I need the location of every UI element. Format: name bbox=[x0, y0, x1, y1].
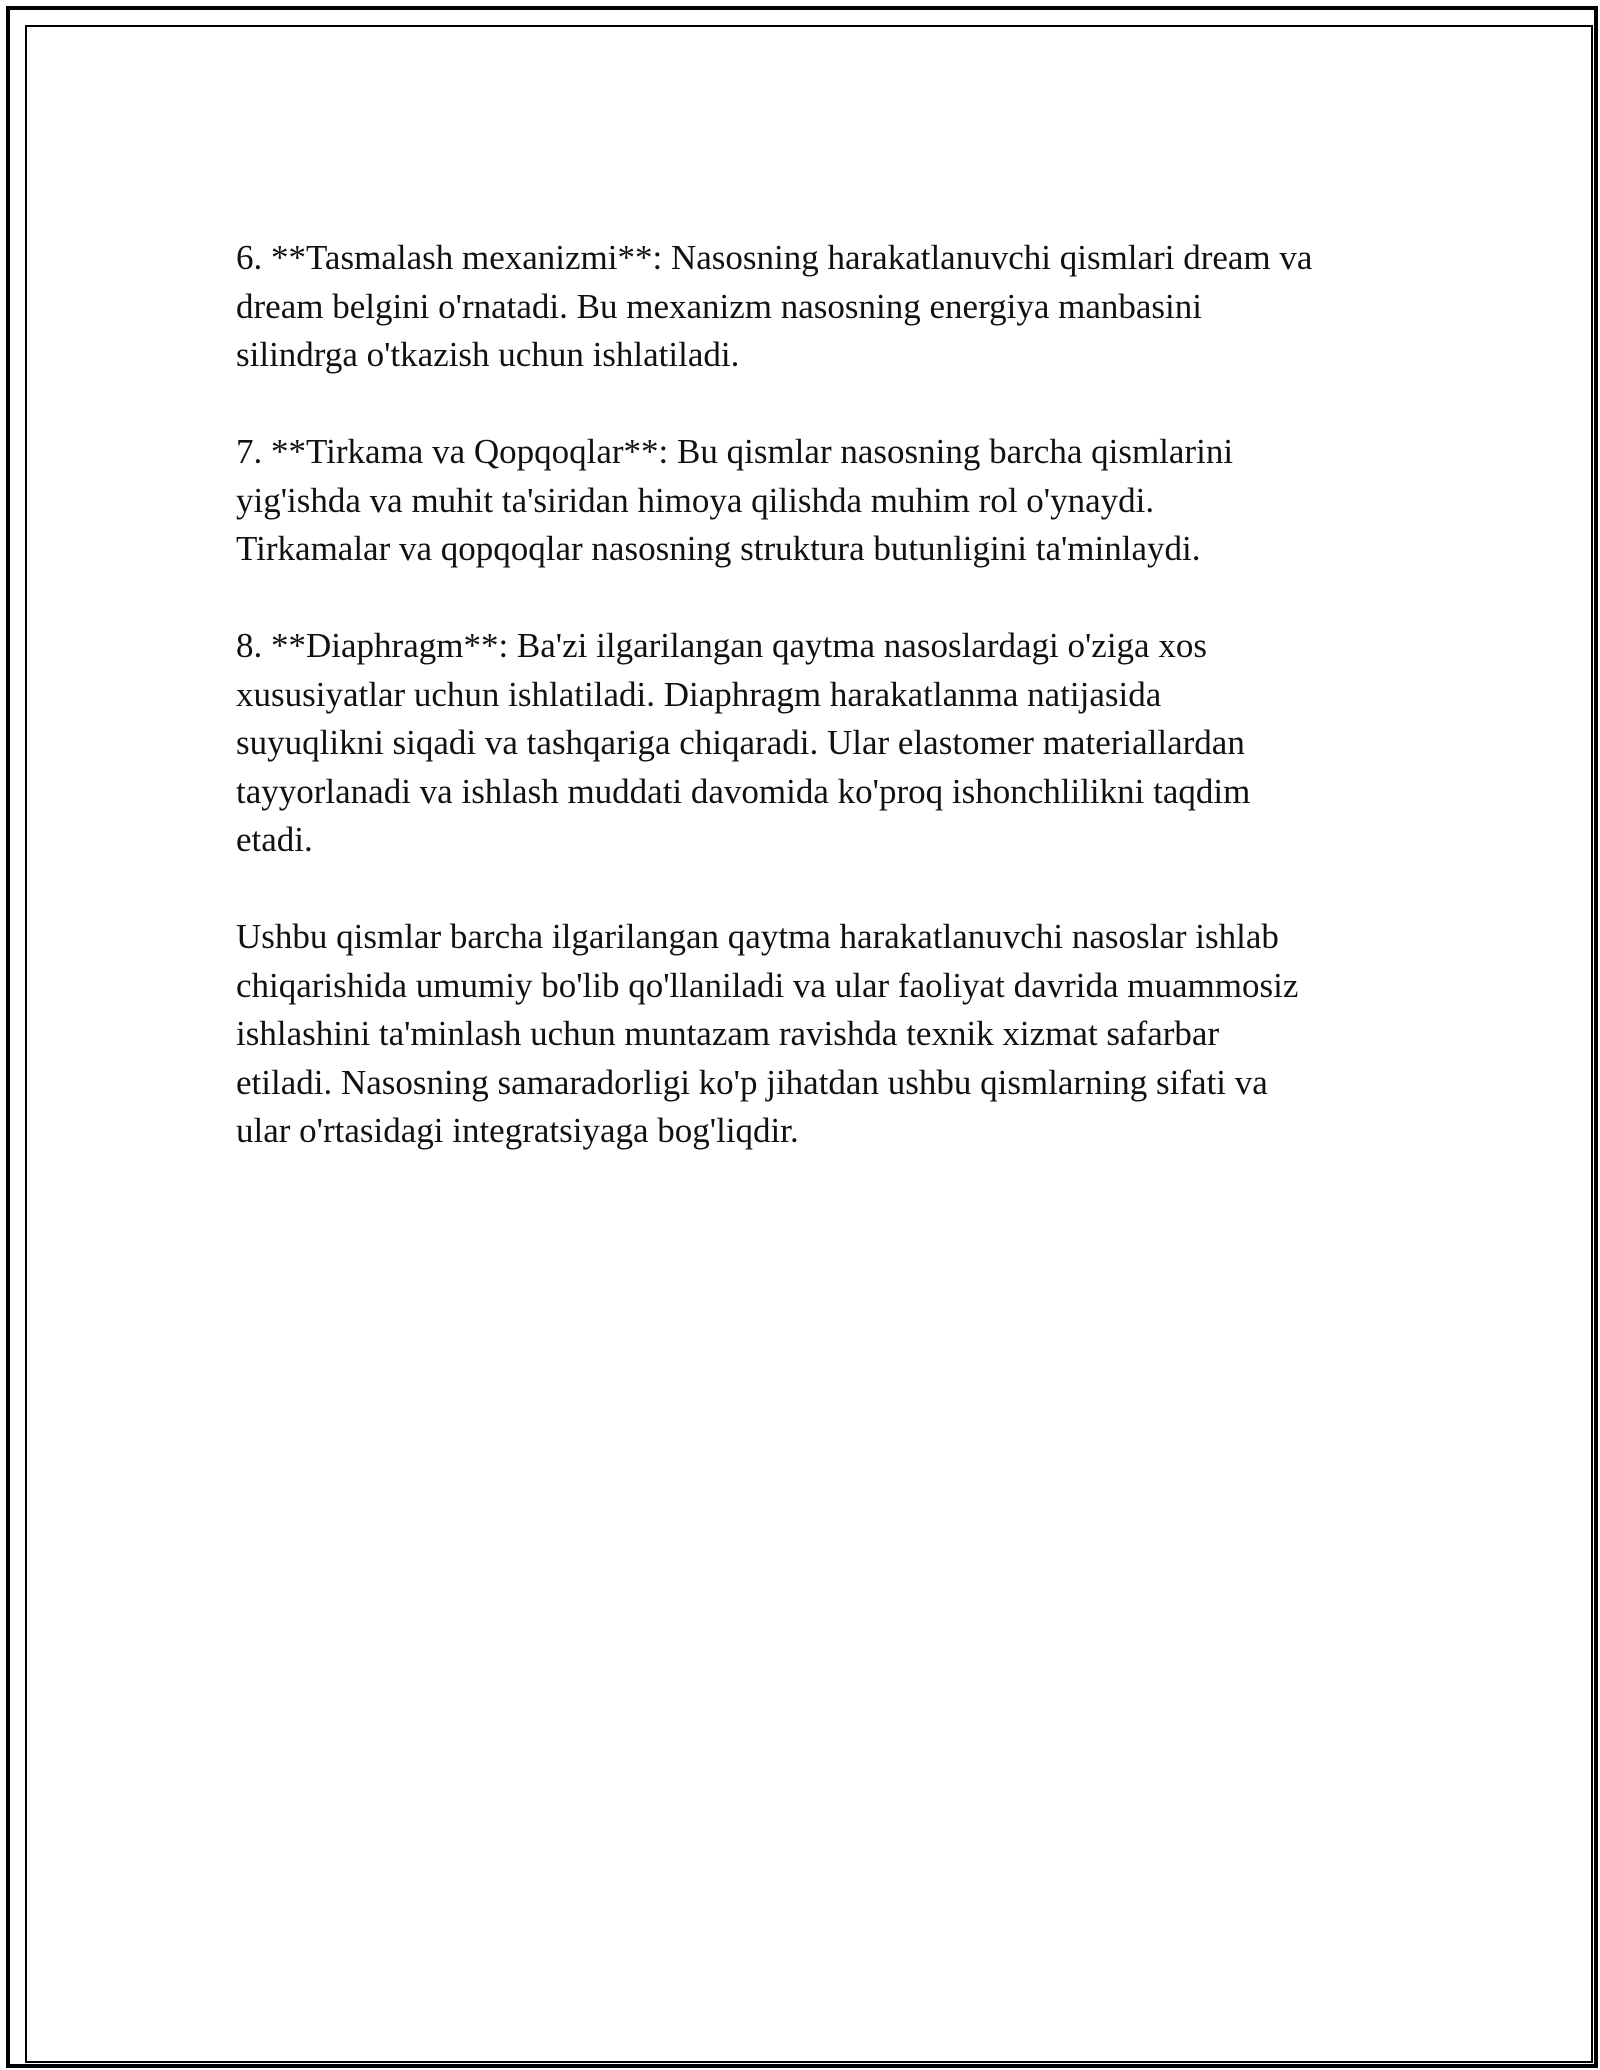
paragraph-diaphragm bbox=[236, 622, 1376, 865]
text-line: xususiyatlar uchun ishlatiladi. Diaphragm harakatlanma natijasida bbox=[236, 674, 1162, 714]
document-body bbox=[236, 234, 1376, 1204]
text-line: 6. **Tasmalash mexanizmi**: Nasosning harakatlanuvchi qismlari dream va bbox=[236, 238, 1313, 277]
text-line: etiladi. Nasosning samaradorligi ko'p jihatdan ushbu qismlarning sifati va bbox=[236, 1062, 1268, 1102]
text-line: ishlashini ta'minlash uchun muntazam ravishda texnik xizmat safarbar bbox=[236, 1014, 1220, 1053]
text-line: 7. **Tirkama va Qopqoqlar**: Bu qismlar nasosning barcha qismlarini bbox=[236, 432, 1234, 471]
text-line: Tirkamalar va qopqoqlar nasosning struktura butunligini ta'minlaydi. bbox=[236, 529, 1201, 568]
text-line: Ushbu qismlar barcha ilgarilangan qaytma harakatlanuvchi nasoslar ishlab bbox=[236, 917, 1279, 956]
text-line: etadi. bbox=[236, 820, 313, 859]
text-line: silindrga o'tkazish uchun ishlatiladi. bbox=[236, 335, 740, 374]
text-line: chiqarishida umumiy bo'lib qo'llaniladi va ular faoliyat davrida muammosiz bbox=[236, 965, 1299, 1005]
paragraph-conclusion bbox=[236, 913, 1376, 1156]
text-line: dream belgini o'rnatadi. Bu mexanizm nasosning energiya manbasini bbox=[236, 286, 1202, 326]
text-line: suyuqlikni siqadi va tashqariga chiqaradi. Ular elastomer materiallardan bbox=[236, 723, 1245, 762]
text-line: ular o'rtasidagi integratsiyaga bog'liqdir. bbox=[236, 1111, 799, 1150]
paragraph-tasmalash-mexanizmi bbox=[236, 234, 1376, 380]
text-line: yig'ishda va muhit ta'siridan himoya qilishda muhim rol o'ynaydi. bbox=[236, 480, 1155, 520]
text-line: 8. **Diaphragm**: Ba'zi ilgarilangan qaytma nasoslardagi o'ziga xos bbox=[236, 626, 1207, 665]
text-line: tayyorlanadi va ishlash muddati davomida ko'proq ishonchlilikni taqdim bbox=[236, 771, 1251, 811]
paragraph-tirkama-va-qopqoqlar bbox=[236, 428, 1376, 574]
